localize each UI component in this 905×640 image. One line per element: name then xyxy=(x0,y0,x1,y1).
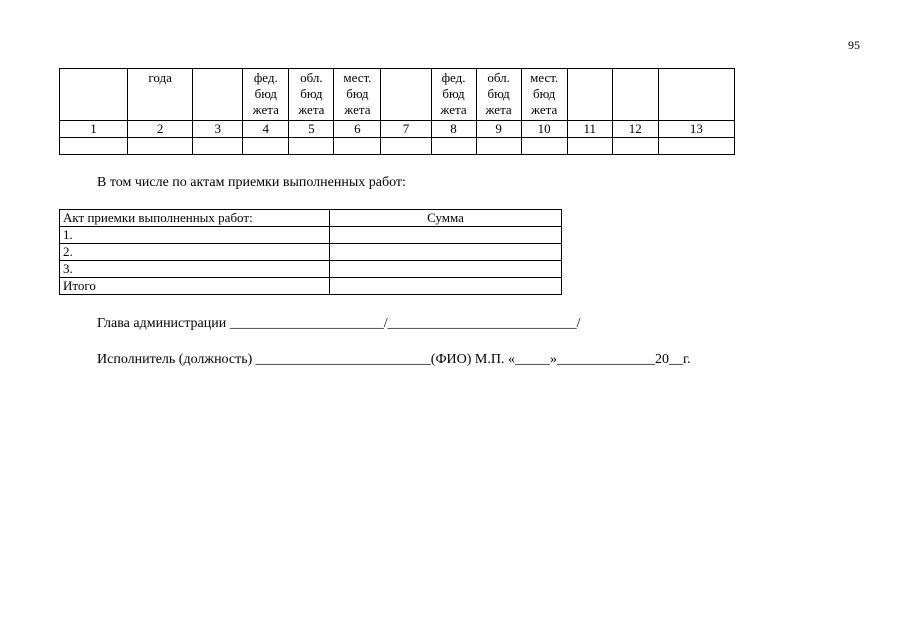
total-row xyxy=(60,278,562,295)
table-cell xyxy=(381,138,431,155)
column-number: 10 xyxy=(521,121,567,138)
table-cell xyxy=(243,138,289,155)
header-cell: фед. бюд жета xyxy=(431,69,476,121)
column-number: 3 xyxy=(193,121,243,138)
header-cell: фед. бюд жета xyxy=(243,69,289,121)
header-cell: мест. бюд жета xyxy=(521,69,567,121)
table-cell xyxy=(658,138,734,155)
table-row xyxy=(60,261,562,278)
act-row-label: 2. xyxy=(60,244,330,261)
total-label: Итого xyxy=(60,278,330,295)
table-row xyxy=(60,244,562,261)
header-cell xyxy=(658,69,734,121)
total-sum xyxy=(330,278,562,295)
header-cell: мест. бюд жета xyxy=(334,69,381,121)
table-cell xyxy=(334,138,381,155)
budget-table xyxy=(59,68,735,155)
column-number: 2 xyxy=(128,121,193,138)
act-row-label: 1. xyxy=(60,227,330,244)
column-number: 1 xyxy=(60,121,128,138)
act-row-sum xyxy=(330,261,562,278)
column-number: 13 xyxy=(658,121,734,138)
head-signature-line: Глава администрации ______________________/___________________________/ xyxy=(97,316,581,331)
header-cell xyxy=(381,69,431,121)
act-row-label: 3. xyxy=(60,261,330,278)
header-cell: обл. бюд жета xyxy=(476,69,521,121)
column-number: 6 xyxy=(334,121,381,138)
header-cell xyxy=(567,69,612,121)
column-number: 9 xyxy=(476,121,521,138)
header-cell xyxy=(60,69,128,121)
header-cell xyxy=(193,69,243,121)
table-cell xyxy=(193,138,243,155)
header-cell xyxy=(612,69,658,121)
column-number: 11 xyxy=(567,121,612,138)
act-row-sum xyxy=(330,227,562,244)
sum-header-label: Сумма xyxy=(330,210,562,227)
column-number: 8 xyxy=(431,121,476,138)
column-number: 4 xyxy=(243,121,289,138)
table-cell xyxy=(128,138,193,155)
acts-table-header-row xyxy=(60,210,562,227)
column-number: 12 xyxy=(612,121,658,138)
header-cell: года xyxy=(128,69,193,121)
budget-table-header-row xyxy=(60,69,735,121)
table-cell xyxy=(431,138,476,155)
column-number: 7 xyxy=(381,121,431,138)
header-cell: обл. бюд жета xyxy=(289,69,334,121)
empty-data-row xyxy=(60,138,735,155)
column-number: 5 xyxy=(289,121,334,138)
page-number: 95 xyxy=(848,38,860,52)
table-cell xyxy=(612,138,658,155)
acts-subtitle: В том числе по актам приемки выполненных работ: xyxy=(97,175,406,190)
table-cell xyxy=(60,138,128,155)
act-row-sum xyxy=(330,244,562,261)
column-number-row xyxy=(60,121,735,138)
table-cell xyxy=(567,138,612,155)
table-row xyxy=(60,227,562,244)
table-cell xyxy=(476,138,521,155)
acts-header-label: Акт приемки выполненных работ: xyxy=(60,210,330,227)
table-cell xyxy=(521,138,567,155)
executor-signature-line: Исполнитель (должность) _________________________(ФИО) М.П. «_____»______________20__г. xyxy=(97,352,691,367)
acts-table xyxy=(59,209,562,295)
table-cell xyxy=(289,138,334,155)
